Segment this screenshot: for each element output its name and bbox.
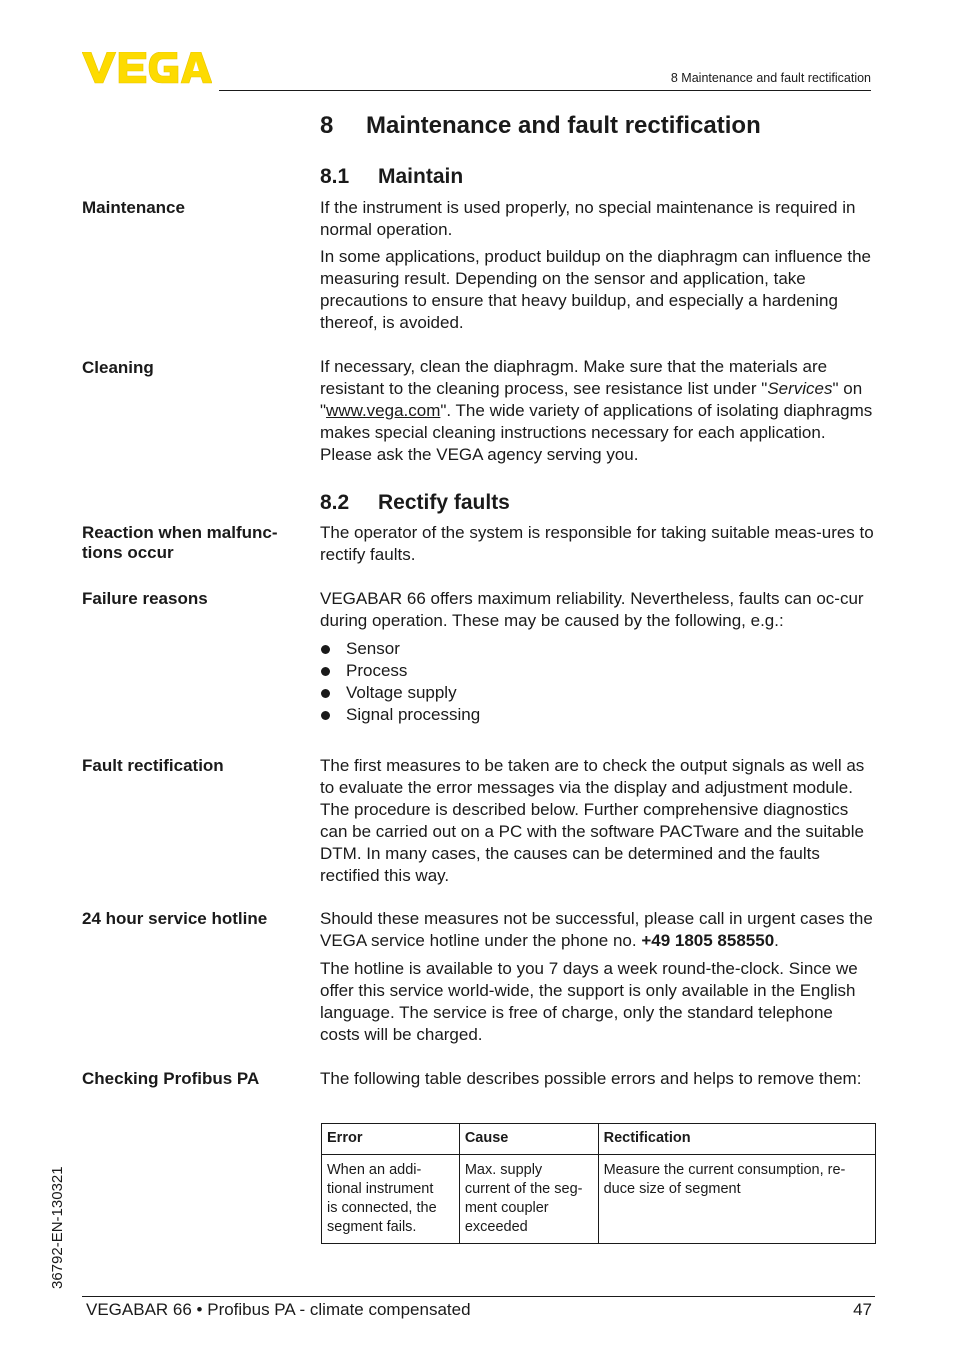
rectification-paragraph: The first measures to be taken are to check the output signals as well as to evaluate the error messages via the display and adjustment module. The procedure is described below. Further comprehensive diagnostics can be carried out on a PC with the software PACTware and the suitable DTM. In many cases, the causes can be determined and the faults rectified this way.: [320, 756, 865, 885]
section-title-maintain: [320, 165, 463, 189]
table-row: [322, 1155, 876, 1244]
column-header-cause: Cause: [459, 1124, 598, 1155]
cleaning-text-3: ". The wide variety of applications of isolating diaphragms makes special cleaning instructions necessary for each application. Please ask the VEGA agency serving you.: [320, 401, 873, 464]
document-id: 36792-EN-130321: [49, 1166, 66, 1289]
vega-logo: [82, 52, 212, 84]
services-term: Services: [767, 379, 833, 398]
cell-line: current of the seg-: [464, 1181, 583, 1197]
label-reaction-line-2: tions occur: [82, 543, 174, 562]
label-reaction-line-1: Reaction when malfunc-: [82, 523, 278, 542]
hotline-text-2: .: [774, 931, 779, 950]
table-header-row: [322, 1124, 876, 1155]
profibus-error-table: [321, 1123, 876, 1244]
cleaning-text-1: If necessary, clean the diaphragm. Make sure that the materials are resistant to the cleaning process, see resistance list under ": [320, 357, 828, 398]
label-checking-profibus: Checking Profibus PA: [82, 1069, 260, 1088]
label-reaction: [82, 523, 307, 563]
vega-website-link[interactable]: www.vega.com: [326, 401, 441, 420]
chapter-title: [320, 112, 761, 140]
label-fault-rectification: Fault rectification: [82, 756, 224, 775]
chapter-title-text: Maintenance and fault rectification: [366, 112, 761, 139]
cell-rectification: [598, 1155, 875, 1244]
cleaning-text-2: " on ": [320, 379, 863, 420]
label-service-hotline: 24 hour service hotline: [82, 909, 268, 928]
section-number: 8.2: [320, 491, 350, 514]
label-maintenance: Maintenance: [82, 198, 185, 217]
chapter-number: 8: [320, 112, 334, 139]
list-item: Signal processing: [320, 704, 876, 726]
cell-line: When an addi-: [327, 1162, 422, 1178]
reaction-paragraph: The operator of the system is responsible for taking suitable meas-ures to rectify faults.: [320, 523, 874, 564]
profibus-paragraph: The following table describes possible errors and helps to remove them:: [320, 1069, 862, 1088]
label-cleaning: Cleaning: [82, 358, 154, 377]
cell-line: is connected, the: [327, 1200, 437, 1216]
section-title-rectify-faults: [320, 491, 510, 515]
cell-line: duce size of segment: [603, 1181, 741, 1197]
column-header-error: Error: [322, 1124, 460, 1155]
maintenance-paragraph-1: If the instrument is used properly, no special maintenance is required in normal operation.: [320, 198, 856, 239]
header-rule: [219, 90, 871, 91]
cell-line: tional instrument: [327, 1181, 434, 1197]
cell-line: exceeded: [464, 1219, 528, 1235]
cell-cause: [459, 1155, 598, 1244]
column-header-rectification: Rectification: [598, 1124, 875, 1155]
maintenance-paragraph-2: In some applications, product buildup on the diaphragm can influence the measuring result. Depending on the sensor and application, take precautions to ensure that heavy buildup, and especially a hardening thereof, is avoided.: [320, 247, 871, 332]
cell-error: [322, 1155, 460, 1244]
cell-line: Max. supply: [464, 1162, 543, 1178]
cell-line: Measure the current consumption, re-: [603, 1162, 846, 1178]
cell-line: segment fails.: [327, 1219, 417, 1235]
hotline-text-1: Should these measures not be successful, please call in urgent cases the VEGA service hotline under the phone no.: [320, 909, 873, 950]
list-item: Sensor: [320, 638, 876, 660]
hotline-paragraph-1: [320, 908, 876, 952]
cleaning-paragraph: [320, 356, 876, 466]
hotline-phone-number: +49 1805 858550: [641, 931, 775, 950]
running-header: 8 Maintenance and fault rectification: [670, 71, 871, 85]
section-title-text: Maintain: [378, 165, 464, 188]
failure-paragraph: VEGABAR 66 offers maximum reliability. Nevertheless, faults can oc-cur during operation. These may be caused by the following, e.g.:: [320, 589, 864, 630]
cell-line: ment coupler: [464, 1200, 549, 1216]
list-item: Process: [320, 660, 876, 682]
footer-product: VEGABAR 66 • Profibus PA - climate compensated: [86, 1300, 471, 1319]
hotline-paragraph-2: The hotline is available to you 7 days a week round-the-clock. Since we offer this service world-wide, the support is only available in the English language. The service is free of charge, only the standard telephone costs will be charged.: [320, 959, 858, 1044]
footer-rule: [82, 1296, 875, 1297]
section-title-text: Rectify faults: [378, 491, 510, 514]
failure-reasons-list: [320, 638, 876, 726]
list-item: Voltage supply: [320, 682, 876, 704]
section-number: 8.1: [320, 165, 350, 188]
page-number: 47: [853, 1300, 872, 1319]
label-failure-reasons: Failure reasons: [82, 589, 208, 608]
